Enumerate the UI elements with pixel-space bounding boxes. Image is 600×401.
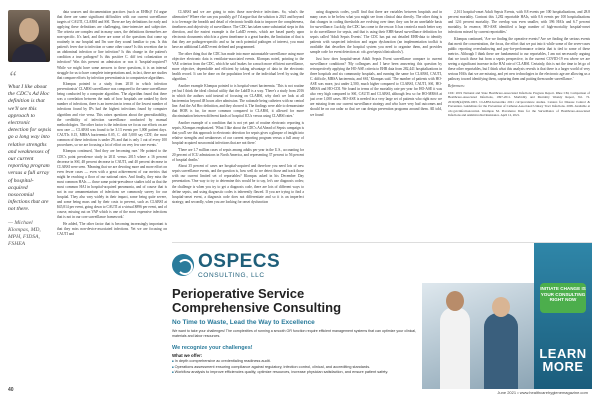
ad-headline-line2: Comprehensive Consulting [172, 300, 342, 315]
article-paragraph: 'There are 1.7 million cases of sepsis among adults per year in the U.S., accounting for 20 percent of ICU admissions in North America, and representing 37 percent to 56 percent of hospital deaths.' [172, 147, 304, 162]
ad-brand-name: OSPECS [198, 250, 281, 272]
article-paragraph: CLABSI and we are going to miss those non-device infections. So, what's the alternative? Where else can you possibly go? I'd argue that the solution is 2021 and beyond is to leverage the breadth and detail of electronic health data to improve the completeness, timeliness and objectivity of surveillance. The CDC has taken some substantial steps in this direction, and the easiest example is the LabID events, which are based purely upon electronic documents which in a given timeframe is a great burden, the limitation of that is that they are pathogen-specific and so far each potential pathogen of interest, you must have an additional LabID event defined and programmed. [172, 10, 304, 50]
pull-quote [8, 69, 52, 248]
article-paragraph: Just how does hospital-onset Adult Sepsis Event surveillance compare to current surveillance conditions? 'My colleagues and I have been answering this question by retrospectively applying the HO-ASE criteria to EHR data from 282,441 hospitalizations in three hospitals and six community hospitals, and running the same for CLABSI, CAUTI, C. difficile, MRSA bacteremia, and SSI,' Klompas said. 'The number of patients with HO-ASE was more, just under 2,500, much higher compared to CLABSI, CAUTI, SSI, HO-MRSA and HO-CDI. We found in terms of the mortality rate per year for HO-ASE it was also very high compared to SSI, CAUTI and CLABSI, although less so for HO-MRSA at just over 1,000 cases. HO-ASE is needed in a very large set of patients who right now we are missing from our current surveillance strategy and who have very bad outcomes and should be on our radar so that we can design prevention programs around them. All told, we found [310, 57, 442, 117]
quote-mark-icon: “ [8, 69, 17, 86]
article-paragraph: The other thing that the CDC has made into more automatable surveillance using more objective electronic data is ventilator-associated events. Klompas noted, pointing to the VAE criterion from the CDC, which he said 'makes for a much more efficient surveillance, more objective, dependable and efficient by taking advantage of data in the electronic health record. It can be done on the population level or the individual level by using the algorithm.' [172, 51, 304, 82]
page-number: 40 [8, 387, 14, 393]
article-paragraph: using diagnosis codes, you'll find that there are variables between hospitals and in many cases to be below what you might see from clinical data directly. The other thing is that changes in coding thresholds are evolving over time; they can be an unreliable basis for surveillance. Luckily, the CDC has come to the rescue. It has created a much better way to do surveillance for sepsis, and that is using their EHR-based surveillance definition for sepsis called 'Adult Sepsis Events'. The CDC has put out detailed EHR-data to identify patients with suspected infection and organ dysfunction (an implementation toolkit is available that describes the hospital system you need to organize them, and provides sample code for event detection at: cdc.gov/sepsis/clinicaltools/). [310, 10, 442, 55]
ad-bullet-list [172, 359, 422, 376]
article-column-2 [172, 10, 304, 242]
author-photo [8, 10, 50, 62]
advertisement[interactable] [172, 242, 592, 390]
ad-photo-person [484, 313, 518, 389]
ad-cta-panel[interactable] [534, 243, 592, 389]
journal-footer: June 2021 • www.healthcarehygienemagazine.com [497, 390, 588, 395]
ad-headline [172, 287, 341, 315]
cta-initiate-change-button[interactable]: INITIATE CHANGE IS YOUR CONSULTING RIGHT NOW [540, 283, 586, 313]
article-column-3 [310, 10, 442, 242]
references-text: CDC 2019 National and State Healthcare-Associated Infections Progress Report. Rhee CM, Comparison of Healthcare-Associated Infections, 1997-2011. Morbidity and Mortality Weekly Report, Vol. 72. 2019;68(44):996-1003. CLABSI-bacteremia 2021 cdc/prevalence studies. Centers for Disease Control & Prevention. Guidelines for the Prevention of Catheter-Associated Urinary Tract Infections. 2009. Available at cdc.gov/infectioncontrol. Klompas M. Prevalence Data for the Surveillance of Healthcare-Associated Infections and Antimicrobial Resistance. April 12, 2021. [448, 90, 590, 118]
ad-body: We want to take your challenges! The complexities of running a smooth OR function require efficient management systems that can optimize your clinical, materials and labor resources. [172, 329, 417, 338]
article-paragraph: 2,161 hospital-onset Adult Sepsis Events, with 0.8 events per 100 hospitalizations, and 28.8 percent mortality. Contrast this 1,282 reportable HAIs, with 0.6 events per 100 hospitalizations and 12.6 percent mortality. The overlap was even smaller, with 396 HAIs and 6.7 percent mortality. In essence, HO-ASE identified a large number of high-mortality hospital-onset infections missed by current reportables.' [448, 10, 590, 35]
article-paragraph: Klompas continued, 'And they are becoming rare.' He pointed to the CDC's point prevalence study in 2011 versus 2015 where a 16 percent decrease in SSI, 48 percent decrease in CAUTI, and 40 percent decrease in CLABSI were seen. 'Meaning that we are devoting more and more effort on even fewer cases — even with a great achievement of our metrics that might be reaching a floor of our national rates. And finally, they miss the most common HAIs — those same point-prevalence studies told us that the most common HAI in hospital-acquired pneumonia, and of course that is not in our armamentarium of infections we commonly survey for our hospital. They also vary widely in their impact, some being quite severe, and some being mass and by their costs to prevent, such as CLABSI at $45,814 per event, going down to CAUTI at a virtual $896 per event, and of course, missing out on VAP which is one of the most expensive infections that is not in our core surveillance framework.' [57, 149, 167, 220]
article-column-1 [57, 10, 167, 388]
ad-bullet: ■ In depth comprehensive ac credentialing readiness audit. [172, 359, 422, 365]
article-paragraph: data sources and documentation practices (such as EHRs)? I'd argue that there are some significant difficulties with our current surveillance targets of CAUTI, CLABSI and SSI. There are key definitions for early and applying these definitions are challenging, time-intensive and subjective. The criteria are complex and in many cases, the definitions themselves are non-specific. It's hard, and there are some of the questions that come up routinely in our hospital and I'm sure they sound familiar to you. Is this patient's fever due to infection or some other cause? Is this secretion due to an abdominal infection or line infection? Is this change in the patient's condition a true pathogen? Is this positive C. diff test colonization or infection? Was this present on admission or was it 'hospital-acquired'? While we might have some answers to these questions, it is an internal struggle for us to have complete interpretations and, in fact, there are studies that compare efforts by infection preventionists to computerize algorithms. [57, 10, 167, 80]
article-paragraph: Another example of a condition that is not yet part of routine electronic reporting is sepsis, Klompas emphasized. 'What I like about the CDC's Ad Ahead of Sepsis campaign is that you'll see this approach to electronic detection for sepsis gives a glimpse of insight into relative strengths and weaknesses of our current reporting program versus a full array of hospital-acquired nosocomial infections that are not there.' [172, 120, 304, 145]
article-paragraph: About 35 percent of cases are hospital-acquired and therefore you need lots of new sepsis surveillance events, and the question is, how well do we detect those and track those with our current limited set of reportables? Klompas asked in his December Day presentation. 'One way to try to determine this would be to say, let's use diagnosis codes; the challenge is when you try to get a diagnosis code, there are lots of different ways to define sepsis, and using diagnostic codes is inherently flawed. If you are trying to find a hospital-onset event, a diagnosis code does not differentiate and so it is an imperfect strategy, and secondly, when you are looking for onset dysfunction [172, 164, 304, 204]
author-face [19, 18, 39, 42]
pull-quote-text: What I like about the CDC's Ad Hoc definition is that we'll see this approach to electronic detection for sepsis go a long way into relative strengths and weaknesses of our current reporting program versus a full array of hospital-acquired nosocomial infections that are not there. [8, 84, 52, 213]
ad-photo-person [440, 307, 470, 389]
pull-quote-attribution: — Michael Klompas, MD, MPH, FIDSA, FSHEA [8, 219, 41, 248]
ad-subhead: We recognize your challenges! [172, 345, 253, 351]
article-paragraph: Klompas continued, 'Are we finding the operative events? Are we finding the serious events that merit the concentration, the focus, the effort that we put into it while some of the sever-cases public reporting overshadowing and pay-for-performance criteria that is tied to some of these metrics. Although I think these are fundamental to our reportables, I am not necessarily arguing that we touch those but from a sepsis perspective, in the current COVID-19 era where we are seeing a significant increase in the HAI rate of CLABSI. Certainly, this is not the time to let go of these other reportables, but I think what this analysis reveals is that there is a larger world of very serious HAIs that we are missing, and yet new technologies in the electronic age are allowing us a pathway toward identifying them, capturing them and putting them under surveillance.' [448, 36, 590, 82]
article-paragraph: Another example Klompas pointed to is hospital-onset bacteremia. 'This is not routine yet but I think the ideal clinical utility that the LabID is a way. 'There's a study from 2016 in which the authors said instead of focusing on CLABSI, why don't we look at all bacteremias beyond 48 hours after admission. The rationale being catheters with no central line. And the Ad Hoc definition, and they showed it. The findings were able to demonstrate that HOB is far, far more common compared to CLABSI, it allowed for more discrimination between different kinds of hospital ICUs versus using CLABSI rates.' [172, 83, 304, 119]
ad-brand-sub: CONSULTING, LLC [198, 271, 265, 279]
logo-mark-icon [172, 254, 194, 276]
article-paragraph: Klompas pointed to a study from 2010 in which infection preventionists' CLABSI surveillance was compared to the same surveillance being conducted by a computer algorithm. 'The algorithm found that there was a correlation between the rank of how hospitals are ranked by their number of infections, there is an inversion in terms of the lowest number of infections found by IPs had the highest infections found by computer algorithm and vice versa. This raises questions about the generalizability, the credibility of infection surveillance conducted by manual methodologies. The other factor is the infections we focus our efforts on are now rare — CLABSI was found to be 3.13 events per 1,000 patient days. CAUTIs 0.15, MRSA bacteremia 0.05, C. diff 5,000 say CDT; the most common of these infections is under 2% and that is only 1 out of every 100 procedures, so we are focusing a lot of effort on very few rare events.' [57, 82, 167, 147]
ad-what-we-offer: What we offer: [172, 353, 203, 358]
article-column-4 [448, 10, 590, 242]
ad-headline-line1: Perioperative Service [172, 286, 305, 301]
references-title: References: [448, 84, 465, 89]
ad-tagline: No Time to Waste, Lead the Way to Excellence [172, 319, 315, 326]
ad-bullet: ■ Operations assessment ensuring compliance against regulatory, infection control, clinical, and accrediting standards. [172, 365, 422, 371]
ad-logo [172, 247, 392, 283]
cta-learn-more-button[interactable]: LEARN MORE [539, 346, 587, 374]
ad-photo [422, 283, 542, 389]
author-shoulders [12, 44, 46, 62]
ad-bullet: ■ Workflow analysis to improve efficiencies quality, optimize resources, increase physician satisfaction, and ensure patient safety. [172, 370, 422, 376]
article-paragraph: He added, 'The other factor that is becoming increasingly important is that they miss non-device-associated infections. Yet we are focusing on CAUTI and [57, 221, 167, 236]
